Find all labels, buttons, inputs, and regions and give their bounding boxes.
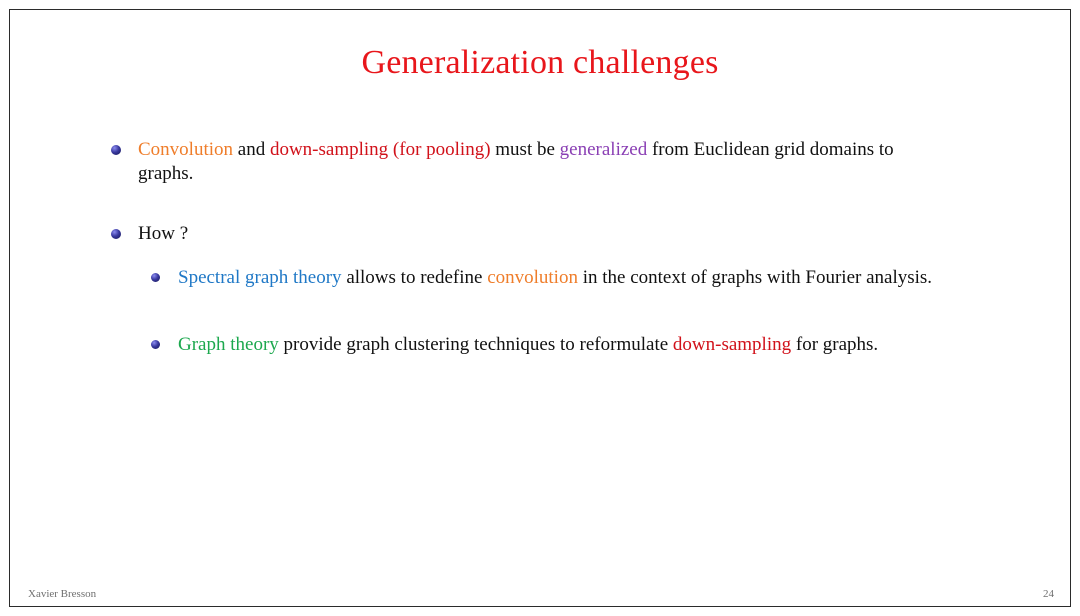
bullet-point-icon: [151, 340, 160, 349]
slide-title: Generalization challenges: [361, 44, 719, 81]
highlight-spectral-graph-theory: Spectral graph theory: [178, 267, 342, 288]
sub-bullet-spectral-graph-theory: [178, 266, 938, 290]
slide: [9, 9, 1071, 607]
bullet-text: How ?: [138, 223, 189, 244]
page-number: 24: [1043, 588, 1054, 600]
bullet-point-icon: [111, 145, 121, 155]
bullet-text: and: [233, 139, 270, 160]
bullet-item-convolution: [138, 138, 938, 186]
bullet-text: from Euclidean grid domains to graphs.: [138, 139, 894, 184]
sub-bullet-graph-theory: [178, 333, 938, 357]
bullet-point-icon: [151, 273, 160, 282]
bullet-item-how: [138, 222, 938, 246]
bullet-text: provide graph clustering techniques to reformulate: [278, 334, 673, 355]
highlight-down-sampling: down-sampling (for pooling): [269, 139, 491, 160]
highlight-convolution: Convolution: [138, 139, 234, 160]
bullet-text: in the context of graphs with Fourier analysis.: [577, 267, 933, 288]
highlight-down-sampling: down-sampling: [672, 334, 792, 355]
highlight-convolution: convolution: [487, 267, 578, 288]
bullet-text: allows to redefine: [341, 267, 488, 288]
bullet-text: for graphs.: [791, 334, 879, 355]
highlight-generalized: generalized: [559, 139, 648, 160]
footer-author: Xavier Bresson: [28, 588, 97, 600]
bullet-text: must be: [490, 139, 560, 160]
bullet-point-icon: [111, 229, 121, 239]
highlight-graph-theory: Graph theory: [178, 334, 279, 355]
